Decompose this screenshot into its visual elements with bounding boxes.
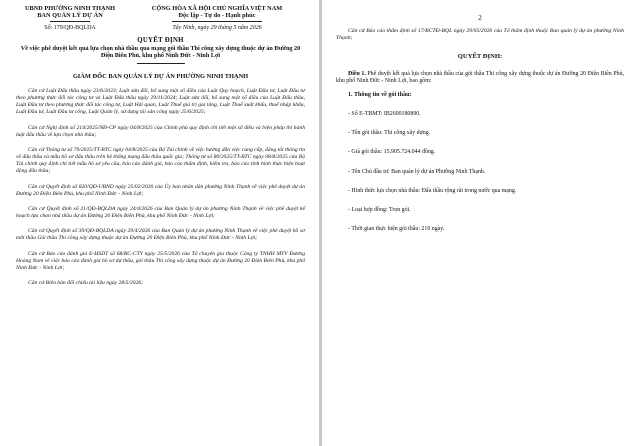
- nation-name: CỘNG HÒA XÃ HỘI CHỦ NGHĨA VIỆT NAM: [151, 5, 283, 12]
- decision-heading: QUYẾT ĐỊNH:: [457, 52, 503, 60]
- document-page-2: [322, 0, 640, 446]
- motto-underline: [172, 21, 262, 22]
- agency-underline: [50, 21, 90, 22]
- agency-name: BAN QUẢN LÝ DỰ ÁN: [37, 12, 103, 20]
- document-number: Số: 179/QĐ-BQLDA: [44, 24, 96, 31]
- legal-basis-paragraph: Căn cứ Luật Đấu thầu ngày 23/6/2023; Luật sửa đổi, bổ sung một số điều của Luật Quy hoạch, Luật Đầu tư, Luật Đầu tư theo phương thức đối tác công tư và Luật Đấu thầu ngày 29/11/2024; Luật sửa đổi, bổ sung một số điều của Luật Đấu thầu, Luật Đầu tư theo phương thức đối tác công tư, Luật Hải quan, Luật Thuế giá trị gia tăng, Luật Thuế xuất khẩu, thuế nhập khẩu, Luật Đầu tư, Luật Đầu tư công, Luật Quản lý, sử dụng tài sản công ngày 25/6/2025;: [16, 88, 305, 116]
- document-subtitle: Về việc phê duyệt kết quả lựa chọn nhà thầu qua mạng gói thầu Thi công xây dựng thuộc dự án Đường 20 Điện Biên Phủ, khu phố Ninh Đức - Ninh Lợi: [20, 44, 301, 60]
- list-item: - Loại hợp đồng: Trọn gói.: [348, 207, 411, 214]
- nation-motto: Độc lập - Tự do - Hạnh phúc: [178, 12, 256, 20]
- list-item: - Giá gói thầu: 15.905.724.044 đồng.: [348, 149, 436, 156]
- document-title: QUYẾT ĐỊNH: [137, 36, 184, 44]
- page-number: 2: [478, 14, 482, 22]
- legal-basis-paragraph: Căn cứ Biên bản đối chiếu tài liệu ngày 28/5/2026;: [28, 279, 144, 286]
- article-1: [336, 71, 624, 86]
- article-text: Phê duyệt kết quả lựa chọn nhà thầu của gói thầu Thi công xây dựng thuộc dự án Đường 20 Điện Biên Phủ, khu phố Ninh Đức - Ninh Lợi, bao gồm:: [336, 70, 624, 84]
- header-block: [16, 5, 305, 22]
- legal-basis-paragraph: Căn cứ Quyết định số 820/QĐ-UBND ngày 25/02/2026 của Ủy ban nhân dân phường Ninh Thạnh về việc phê duyệt dự án Đường 20 Điện Biên Phủ, khu phố Ninh Đức - Ninh Lợi;: [16, 183, 305, 197]
- legal-basis-paragraph: Căn cứ Quyết định số 39/QĐ-BQLDA ngày 29/4/2026 của Ban Quản lý dự án phường Ninh Thạnh về việc phê duyệt hồ sơ mời thầu Gói thầu Thi công xây dựng thuộc dự án Đường 20 Điện Biên Phủ, khu phố Ninh Đức - Ninh Lợi;: [16, 228, 305, 242]
- legal-basis-paragraph: Căn cứ Nghị định số 214/2025/NĐ-CP ngày 04/8/2025 của Chính phủ quy định chi tiết một số điều và biện pháp thi hành luật đấu thầu về lựa chọn nhà thầu;: [16, 124, 305, 138]
- section-title: 1. Thông tin về gói thầu:: [348, 92, 412, 99]
- director-heading: GIÁM ĐỐC BAN QUẢN LÝ DỰ ÁN PHƯỜNG NINH THẠNH: [72, 73, 249, 80]
- legal-basis-paragraph: Căn cứ Báo cáo thẩm định số 17/BCTĐ-BQL ngày 29/05/2026 của Tổ thẩm định thuộc Ban quản lý dự án phường Ninh Thạnh;: [336, 28, 624, 42]
- number-date-row: [16, 25, 305, 31]
- article-label: Điều 1.: [348, 70, 366, 77]
- legal-basis-list: [16, 88, 305, 287]
- legal-basis-paragraph: Căn cứ Thông tư số 79/2025/TT-BTC ngày 04/8/2025 của Bộ Tài chính về việc hướng dẫn việc cung cấp, đăng tải thông tin về đấu thầu và mẫu hồ sơ đấu thầu trên hệ thống mạng đấu thầu quốc gia; Thông tư số 80/2025/TT-BTC ngày 08/8/2025 của Bộ Tài chính quy định chi tiết mẫu hồ sơ yêu cầu, báo cáo đánh giá, báo cáo thẩm định, kiểm tra, báo cáo tình hình thực hiện hoạt động đấu thầu;: [16, 146, 305, 175]
- document-page-1: [0, 0, 319, 446]
- list-item: - Tên gói thầu: Thi công xây dựng.: [348, 130, 431, 136]
- list-item: - Tên Chủ đầu tư: Ban quản lý dự án Phường Ninh Thạnh.: [348, 168, 486, 175]
- agency-header: [16, 5, 124, 22]
- agency-parent-name: UBND PHƯỜNG NINH THẠNH: [24, 5, 116, 12]
- place-date: Tây Ninh, ngày 29 tháng 5 năm 2026: [172, 24, 262, 31]
- list-item: - Thời gian thực hiện gói thầu: 210 ngày.: [348, 226, 445, 233]
- list-item: - Hình thức lựa chọn nhà thầu: Đấu thầu rộng rãi trong nước qua mạng.: [348, 187, 517, 194]
- package-info-list: [336, 111, 624, 234]
- list-item: - Số E-TBMT: IB2600180890.: [348, 110, 421, 117]
- nation-header: [129, 5, 305, 22]
- legal-basis-paragraph: Căn cứ Báo cáo đánh giá E-HSDT số 68/BC-CTY ngày 25/5/2026 của Tổ chuyên gia thuộc Công ty TNHH MTV Đương Hoàng Nam về việc báo cáo đánh giá hồ sơ dự thầu, gói thầu Thi công xây dựng thuộc dự án Đường 20 Điện Biên Phủ, khu phố Ninh Đức - Ninh Lợi;: [16, 250, 305, 271]
- subtitle-underline: [137, 63, 185, 64]
- legal-basis-paragraph: Căn cứ Quyết định số 21/QĐ-BQLDA ngày 24/4/2026 của Ban Quản lý dự án phường Ninh Thạnh về việc phê duyệt kế hoạch lựa chọn nhà thầu dự án Đường 20 Điện Biên Phủ, khu phố Ninh Đức - Ninh Lợi;: [16, 205, 305, 220]
